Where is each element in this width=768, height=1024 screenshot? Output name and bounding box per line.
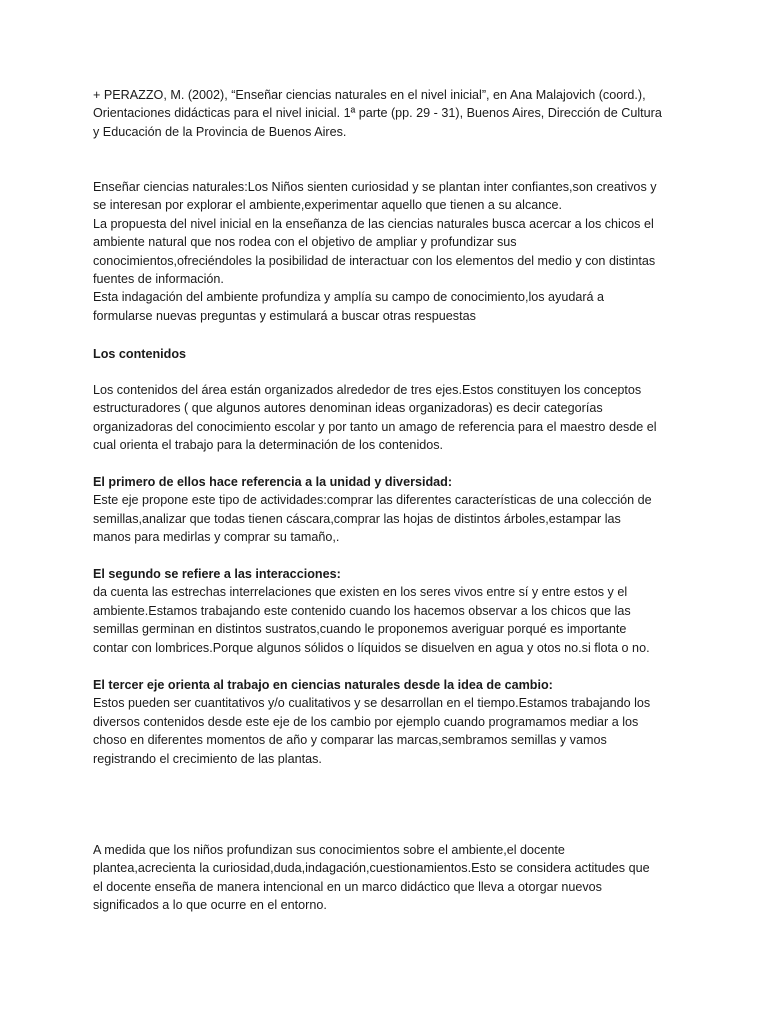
conclusion-text: A medida que los niños profundizan sus conocimientos sobre el ambiente,el docente plantea,acrecienta la curiosidad,duda,indagación,cuestionamientos.Esto se considera actitudes que el docente enseña de manera intencional en un marco didáctico que lleva a otorgar nuevos significados a lo que ocurre en el entorno. <box>93 843 650 913</box>
axis3-heading: El tercer eje orienta al trabajo en ciencias naturales desde la idea de cambio: <box>93 678 553 692</box>
citation-block <box>93 86 683 141</box>
conclusion-block <box>93 841 683 915</box>
contents-heading: Los contenidos <box>93 347 187 361</box>
axis3-block <box>93 676 683 768</box>
intro-block <box>93 178 683 325</box>
axis1-heading: El primero de ellos hace referencia a la unidad y diversidad: <box>93 475 453 489</box>
axis1-text: Este eje propone este tipo de actividades:comprar las diferentes características de una colección de semillas,analizar que todas tienen cáscara,comprar las hojas de distintos árboles,estampar las manos para medirlas y comprar su tamaño,. <box>93 493 652 545</box>
contents-heading-block <box>93 345 683 363</box>
axis2-heading: El segundo se refiere a las interacciones: <box>93 567 341 581</box>
axis3-text: Estos pueden ser cuantitativos y/o cualitativos y se desarrollan en el tiempo.Estamos trabajando los diversos contenidos desde este eje de los cambio por ejemplo cuando programamos mediar a los choso en diferentes momentos de año y comparar las marcas,sembramos semillas y vamos registrando el crecimiento de las plantas. <box>93 696 651 766</box>
intro-text: Enseñar ciencias naturales:Los Niños sienten curiosidad y se plantan inter confiantes,son creativos y se interesan por explorar el ambiente,experimentar aquello que tienen a su alcance. La propuesta del nivel inicial en la enseñanza de las ciencias naturales busca acercar a los chicos el ambiente natural que nos rodea con el objetivo de ampliar y profundizar sus conocimientos,ofreciéndoles la posibilidad de interactuar con los elementos del medio y con distintas fuentes de información. Esta indagación del ambiente profundiza y amplía su campo de conocimiento,los ayudará a formularse nuevas preguntas y estimulará a buscar otras respuestas <box>93 180 657 323</box>
contents-text: Los contenidos del área están organizados alrededor de tres ejes.Estos constituyen los conceptos estructuradores ( que algunos autores denominan ideas organizadoras) es decir categorías organizadoras del conocimiento escolar y por tanto un amago de referencia para el maestro desde el cual orienta el trabajo para la determinación de los contenidos. <box>93 383 657 453</box>
contents-block <box>93 381 683 455</box>
axis1-block <box>93 473 683 547</box>
citation-text: + PERAZZO, M. (2002), “Enseñar ciencias naturales en el nivel inicial”, en Ana Malajovich (coord.), Orientaciones didácticas para el nivel inicial. 1ª parte (pp. 29 - 31), Buenos Aires, Dirección de Cultura y Educación de la Provincia de Buenos Aires. <box>93 88 662 139</box>
axis2-block <box>93 565 683 657</box>
axis2-text: da cuenta las estrechas interrelaciones que existen en los seres vivos entre sí y entre estos y el ambiente.Estamos trabajando este contenido cuando los hacemos observar a los chicos que las semillas germinan en distintos sustratos,cuando le proponemos averiguar porqué es importante contar con lombrices.Porque algunos sólidos o líquidos se disuelven en agua y otos no.si flota o no. <box>93 585 650 655</box>
